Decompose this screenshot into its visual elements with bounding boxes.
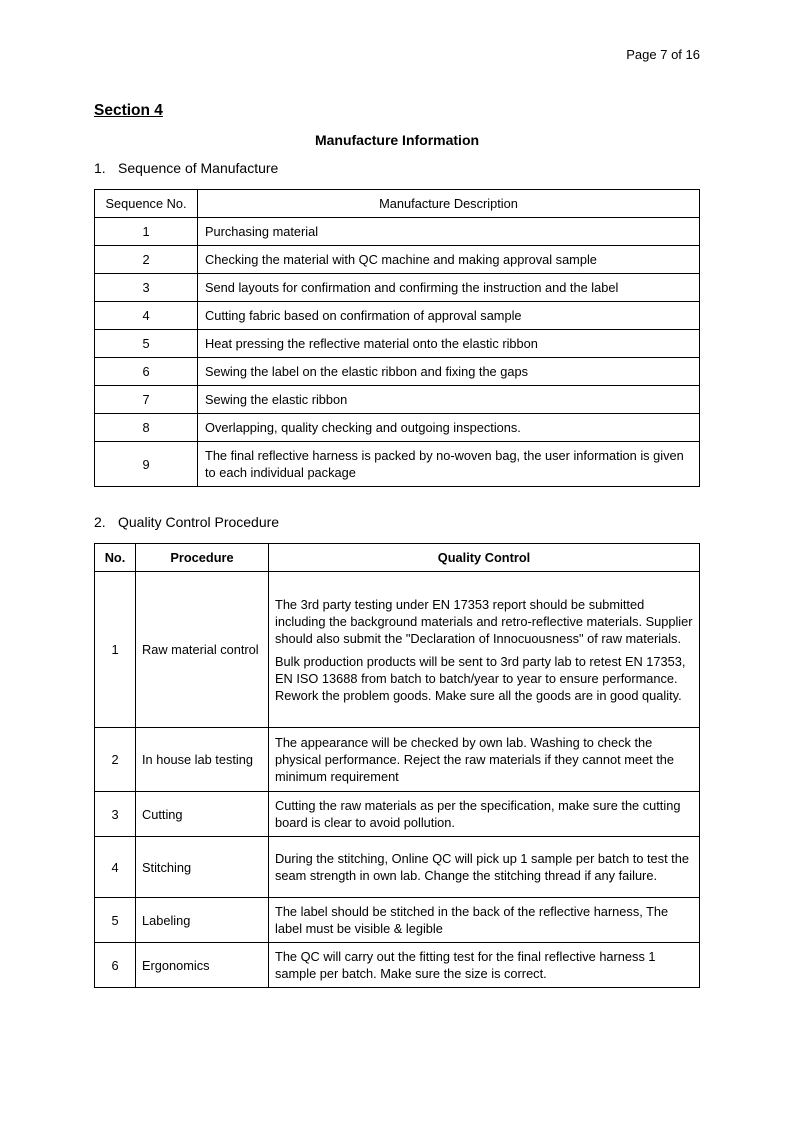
quality-heading-text: Quality Control Procedure <box>118 514 280 530</box>
quality-control-table <box>94 543 700 988</box>
table-row <box>95 837 700 898</box>
table-row <box>95 302 700 330</box>
table-row <box>95 442 700 487</box>
table-row <box>95 358 700 386</box>
table-row <box>95 572 700 728</box>
sequence-heading <box>94 160 278 176</box>
procedure: Cutting <box>136 792 269 837</box>
quality-control-text <box>269 572 700 728</box>
sequence-no: 9 <box>95 442 198 487</box>
qc-no: 2 <box>95 728 136 792</box>
manufacture-description: Send layouts for confirmation and confirming the instruction and the label <box>198 274 700 302</box>
quality-control-text: During the stitching, Online QC will pick up 1 sample per batch to test the seam strength in own lab. Change the stitching thread if any failure. <box>269 837 700 898</box>
table-row <box>95 792 700 837</box>
quality-control-header: Quality Control <box>269 544 700 572</box>
quality-control-text: The appearance will be checked by own lab. Washing to check the physical performance. Reject the raw materials if they cannot meet the minimum requirement <box>269 728 700 792</box>
table-row <box>95 943 700 988</box>
document-title: Manufacture Information <box>314 132 480 148</box>
qc-no: 1 <box>95 572 136 728</box>
qc-no: 6 <box>95 943 136 988</box>
table-row <box>95 246 700 274</box>
sequence-no: 2 <box>95 246 198 274</box>
sequence-no: 4 <box>95 302 198 330</box>
table-row <box>95 386 700 414</box>
procedure: In house lab testing <box>136 728 269 792</box>
sequence-no-header: Sequence No. <box>95 190 198 218</box>
manufacture-description: The final reflective harness is packed by no-woven bag, the user information is given to each individual package <box>198 442 700 487</box>
manufacture-description: Cutting fabric based on confirmation of approval sample <box>198 302 700 330</box>
no-header: No. <box>95 544 136 572</box>
qc-no: 4 <box>95 837 136 898</box>
sequence-no: 7 <box>95 386 198 414</box>
quality-control-text: Cutting the raw materials as per the specification, make sure the cutting board is clear to avoid pollution. <box>269 792 700 837</box>
sequence-no: 8 <box>95 414 198 442</box>
sequence-heading-text: Sequence of Manufacture <box>118 160 279 176</box>
procedure: Labeling <box>136 898 269 943</box>
manufacture-description: Heat pressing the reflective material onto the elastic ribbon <box>198 330 700 358</box>
quality-control-text: The label should be stitched in the back of the reflective harness, The label must be visible & legible <box>269 898 700 943</box>
sequence-no: 6 <box>95 358 198 386</box>
procedure: Raw material control <box>136 572 269 728</box>
manufacture-description: Purchasing material <box>198 218 700 246</box>
page-number: Page 7 of 16 <box>626 47 700 62</box>
quality-control-paragraph: The 3rd party testing under EN 17353 report should be submitted including the background materials and retro-reflective materials. Supplier should also submit the "Declaration of Innocuousness" of raw materials. <box>275 596 693 646</box>
procedure-header: Procedure <box>136 544 269 572</box>
manufacture-description: Checking the material with QC machine and making approval sample <box>198 246 700 274</box>
table-row <box>95 898 700 943</box>
qc-no: 5 <box>95 898 136 943</box>
manufacture-description: Sewing the elastic ribbon <box>198 386 700 414</box>
description-header: Manufacture Description <box>198 190 700 218</box>
quality-heading <box>94 514 279 530</box>
sequence-no: 5 <box>95 330 198 358</box>
manufacture-description: Sewing the label on the elastic ribbon and fixing the gaps <box>198 358 700 386</box>
quality-heading-number: 2. <box>94 514 106 530</box>
table-row <box>95 414 700 442</box>
sequence-no: 1 <box>95 218 198 246</box>
procedure: Ergonomics <box>136 943 269 988</box>
sequence-no: 3 <box>95 274 198 302</box>
sequence-heading-number: 1. <box>94 160 106 176</box>
sequence-table <box>94 189 700 487</box>
section-title: Section 4 <box>94 102 163 119</box>
procedure: Stitching <box>136 837 269 898</box>
quality-control-text: The QC will carry out the fitting test for the final reflective harness 1 sample per batch. Make sure the size is correct. <box>269 943 700 988</box>
table-row <box>95 728 700 792</box>
table-row <box>95 274 700 302</box>
table-row <box>95 330 700 358</box>
table-row <box>95 218 700 246</box>
qc-no: 3 <box>95 792 136 837</box>
manufacture-description: Overlapping, quality checking and outgoing inspections. <box>198 414 700 442</box>
quality-control-paragraph: Bulk production products will be sent to 3rd party lab to retest EN 17353, EN ISO 13688 from batch to batch/year to year to ensure performance. Rework the problem goods. Make sure all the goods are in good quality. <box>275 653 686 703</box>
